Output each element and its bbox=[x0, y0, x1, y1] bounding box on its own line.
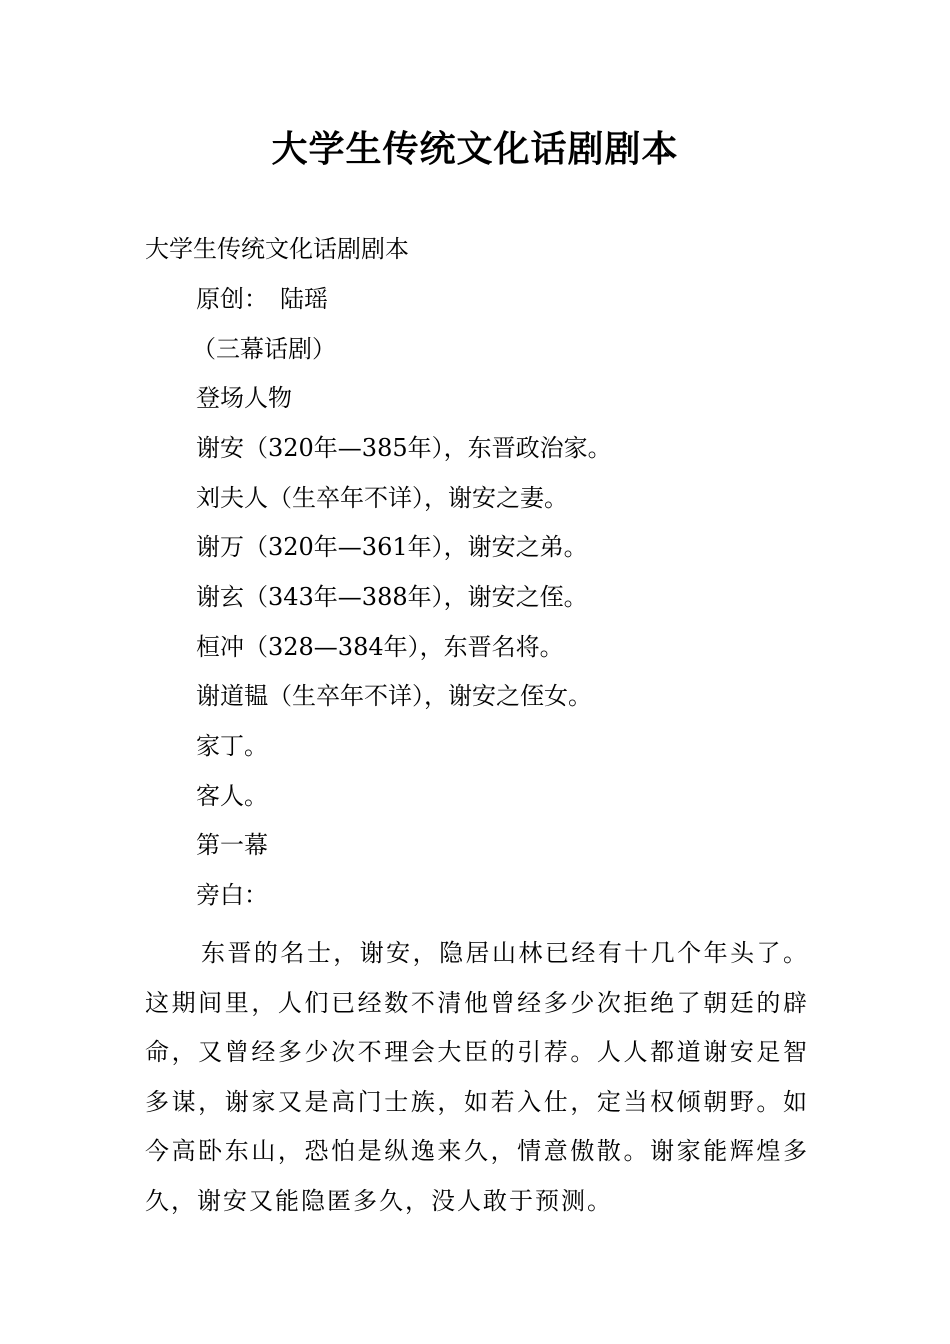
cast-item: 谢道韫（生卒年不详），谢安之侄女。 bbox=[196, 682, 592, 710]
cast-item: 谢安（320年—385年），东晋政治家。 bbox=[196, 434, 612, 462]
narrator-label: 旁白： bbox=[196, 881, 268, 909]
act-heading: 第一幕 bbox=[196, 831, 268, 859]
subtitle-line: 大学生传统文化话剧剧本 bbox=[145, 235, 409, 263]
document-title: 大学生传统文化话剧剧本 bbox=[271, 129, 679, 170]
cast-item: 桓冲（328—384年），东晋名将。 bbox=[196, 633, 564, 661]
author-line: 原创： 陆瑶 bbox=[196, 285, 328, 313]
cast-item: 谢万（320年—361年），谢安之弟。 bbox=[196, 533, 588, 561]
genre-line: （三幕话剧） bbox=[192, 335, 336, 363]
narration-paragraph: 东晋的名士，谢安，隐居山林已经有十几个年头了。这期间里，人们已经数不清他曾经多少次拒绝了朝廷的辟命，又曾经多少次不理会大臣的引荐。人人都道谢安足智多谋，谢家又是高门士族，如若入仕，定当权倾朝野。如今高卧东山，恐怕是纵逸来久，情意傲散。谢家能辉煌多久，谢安又能隐匿多久，没人敢于预测。 bbox=[145, 939, 809, 1215]
cast-item: 家丁。 bbox=[196, 732, 268, 760]
cast-item: 谢玄（343年—388年），谢安之侄。 bbox=[196, 583, 588, 611]
cast-item: 刘夫人（生卒年不详），谢安之妻。 bbox=[196, 484, 568, 512]
cast-heading: 登场人物 bbox=[196, 384, 292, 412]
cast-item: 客人。 bbox=[196, 782, 268, 810]
